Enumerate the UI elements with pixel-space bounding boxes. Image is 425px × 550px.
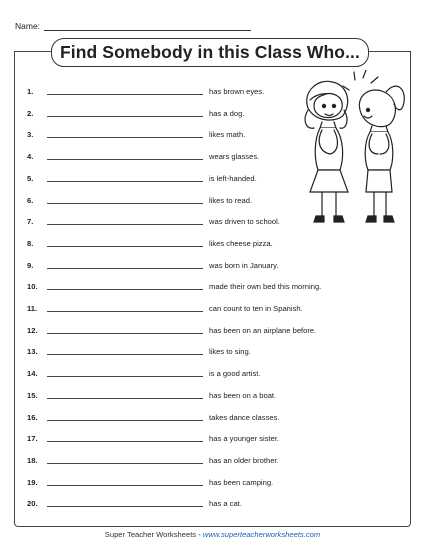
answer-blank-line[interactable]: [47, 398, 203, 399]
title-banner: [51, 38, 369, 67]
list-item: [0, 171, 425, 183]
list-item: [0, 323, 425, 335]
answer-blank-line[interactable]: [47, 203, 203, 204]
answer-blank-line[interactable]: [47, 116, 203, 117]
item-number: 3.: [27, 130, 34, 140]
list-item: [0, 344, 425, 356]
list-item: [0, 496, 425, 508]
answer-blank-line[interactable]: [47, 246, 203, 247]
list-item: [0, 214, 425, 226]
item-phrase: wears glasses.: [209, 152, 260, 162]
item-number: 6.: [27, 195, 34, 205]
list-item: [0, 366, 425, 378]
item-number: 11.: [27, 304, 38, 313]
item-phrase: has been camping.: [209, 477, 274, 487]
item-phrase: is left-handed.: [209, 173, 257, 183]
item-phrase: is a good artist.: [209, 369, 261, 379]
list-item: [0, 84, 425, 96]
item-number: 13.: [27, 347, 38, 357]
item-phrase: likes to read.: [209, 195, 253, 205]
footer-brand: Super Teacher Worksheets: [104, 530, 197, 539]
list-item: [0, 127, 425, 139]
item-number: 20.: [27, 499, 38, 509]
answer-blank-line[interactable]: [47, 333, 203, 334]
answer-blank-line[interactable]: [47, 311, 203, 312]
item-phrase: has a dog.: [209, 108, 245, 118]
answer-blank-line[interactable]: [47, 137, 203, 138]
list-item: [0, 258, 425, 270]
name-label: Name:: [15, 21, 41, 31]
item-phrase: has been on an airplane before.: [209, 325, 317, 335]
answer-blank-line[interactable]: [47, 485, 203, 486]
item-number: 12.: [27, 325, 38, 335]
item-number: 10.: [27, 282, 38, 292]
answer-blank-line[interactable]: [47, 181, 203, 182]
item-phrase: takes dance classes.: [209, 412, 280, 422]
item-phrase: likes to sing.: [209, 347, 251, 357]
list-item: [0, 106, 425, 118]
item-phrase: was driven to school.: [209, 217, 280, 227]
item-number: 15.: [27, 390, 38, 400]
item-phrase: can count to ten in Spanish.: [209, 304, 303, 313]
item-number: 16.: [27, 412, 38, 422]
footer: [0, 530, 425, 539]
list-item: [0, 388, 425, 400]
item-phrase: has a younger sister.: [209, 434, 280, 444]
answer-blank-line[interactable]: [47, 224, 203, 225]
answer-blank-line[interactable]: [47, 268, 203, 269]
answer-blank-line[interactable]: [47, 463, 203, 464]
item-number: 2.: [27, 108, 34, 118]
footer-separator: -: [196, 530, 203, 539]
footer-url-link[interactable]: www.superteacherworksheets.com: [202, 530, 321, 539]
name-blank-line[interactable]: [44, 21, 251, 31]
item-number: 5.: [27, 173, 34, 183]
item-phrase: has an older brother.: [209, 455, 279, 465]
list-item: [0, 149, 425, 161]
item-phrase: has brown eyes.: [209, 87, 265, 96]
list-item: [0, 475, 425, 487]
item-number: 8.: [27, 238, 34, 248]
name-field-row: [15, 21, 251, 31]
answer-blank-line[interactable]: [47, 289, 203, 290]
item-phrase: likes math.: [209, 130, 246, 140]
item-number: 4.: [27, 152, 34, 162]
item-number: 7.: [27, 217, 34, 227]
answer-blank-line[interactable]: [47, 159, 203, 160]
item-number: 18.: [27, 455, 38, 465]
item-number: 19.: [27, 477, 38, 487]
list-item: [0, 453, 425, 465]
answer-blank-line[interactable]: [47, 506, 203, 507]
answer-blank-line[interactable]: [47, 376, 203, 377]
list-item: [0, 301, 425, 313]
list-item: [0, 431, 425, 443]
item-phrase: likes cheese pizza.: [209, 238, 273, 248]
list-item: [0, 193, 425, 205]
item-phrase: made their own bed this morning.: [209, 282, 322, 292]
list-item: [0, 410, 425, 422]
item-phrase: has a cat.: [209, 499, 242, 509]
item-phrase: was born in January.: [209, 260, 279, 270]
item-number: 1.: [27, 87, 34, 96]
item-phrase: has been on a boat.: [209, 390, 277, 400]
page-title: Find Somebody in this Class Who...: [60, 42, 360, 62]
list-item: [0, 279, 425, 291]
answer-blank-line[interactable]: [47, 420, 203, 421]
answer-blank-line[interactable]: [47, 441, 203, 442]
answer-blank-line[interactable]: [47, 94, 203, 95]
answer-blank-line[interactable]: [47, 354, 203, 355]
item-number: 9.: [27, 260, 34, 270]
item-number: 17.: [27, 434, 38, 444]
list-item: [0, 236, 425, 248]
item-number: 14.: [27, 369, 38, 379]
